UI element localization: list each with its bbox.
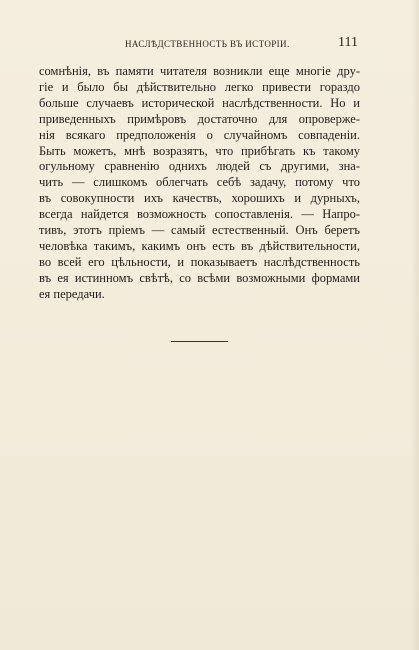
text-line: сомнѣнія, въ памяти читателя возникли еще многіе дру-: [39, 64, 360, 78]
text-line-last: ея передачи.: [39, 286, 105, 301]
text-line: больше случаевъ исторической наслѣдственности. Но и: [39, 95, 360, 110]
text-line: въ совокупности ихъ качествъ, хорошихъ и дурныхъ,: [39, 191, 360, 206]
text-line: всегда найдется возможность сопоставленія. — Напро-: [39, 207, 360, 222]
body-text: [39, 64, 360, 303]
section-divider: [171, 341, 228, 342]
running-head: НАСЛѢДСТВЕННОСТЬ ВЪ ИСТОРІИ.: [125, 39, 290, 49]
text-line: Быть можетъ, мнѣ возразятъ, что прибѣгать къ такому: [39, 143, 360, 158]
text-line: нія всякаго предположенія о случайномъ совпаденіи.: [39, 127, 360, 142]
text-line: тивъ, этотъ пріемъ — самый естественный. Онъ беретъ: [39, 223, 360, 238]
text-line: огульному сравненію однихъ людей съ другими, зна-: [39, 159, 360, 174]
text-line: чить — слишкомъ облегчать себѣ задачу, потому что: [39, 175, 360, 190]
text-line: человѣка такимъ, какимъ онъ есть въ дѣйствительности,: [39, 238, 360, 253]
page-edge-shadow: [411, 0, 419, 650]
text-line: въ ея истинномъ свѣтѣ, со всѣми возможными формами: [39, 270, 360, 285]
text-line: гіе и было бы дѣйствительно легко привести гораздо: [39, 79, 360, 94]
page-number: 111: [338, 35, 358, 50]
text-line: во всей его цѣльности, и показываетъ наслѣдственность: [39, 254, 360, 269]
text-line: приведенныхъ примѣровъ достаточно для опроверже-: [39, 111, 360, 126]
